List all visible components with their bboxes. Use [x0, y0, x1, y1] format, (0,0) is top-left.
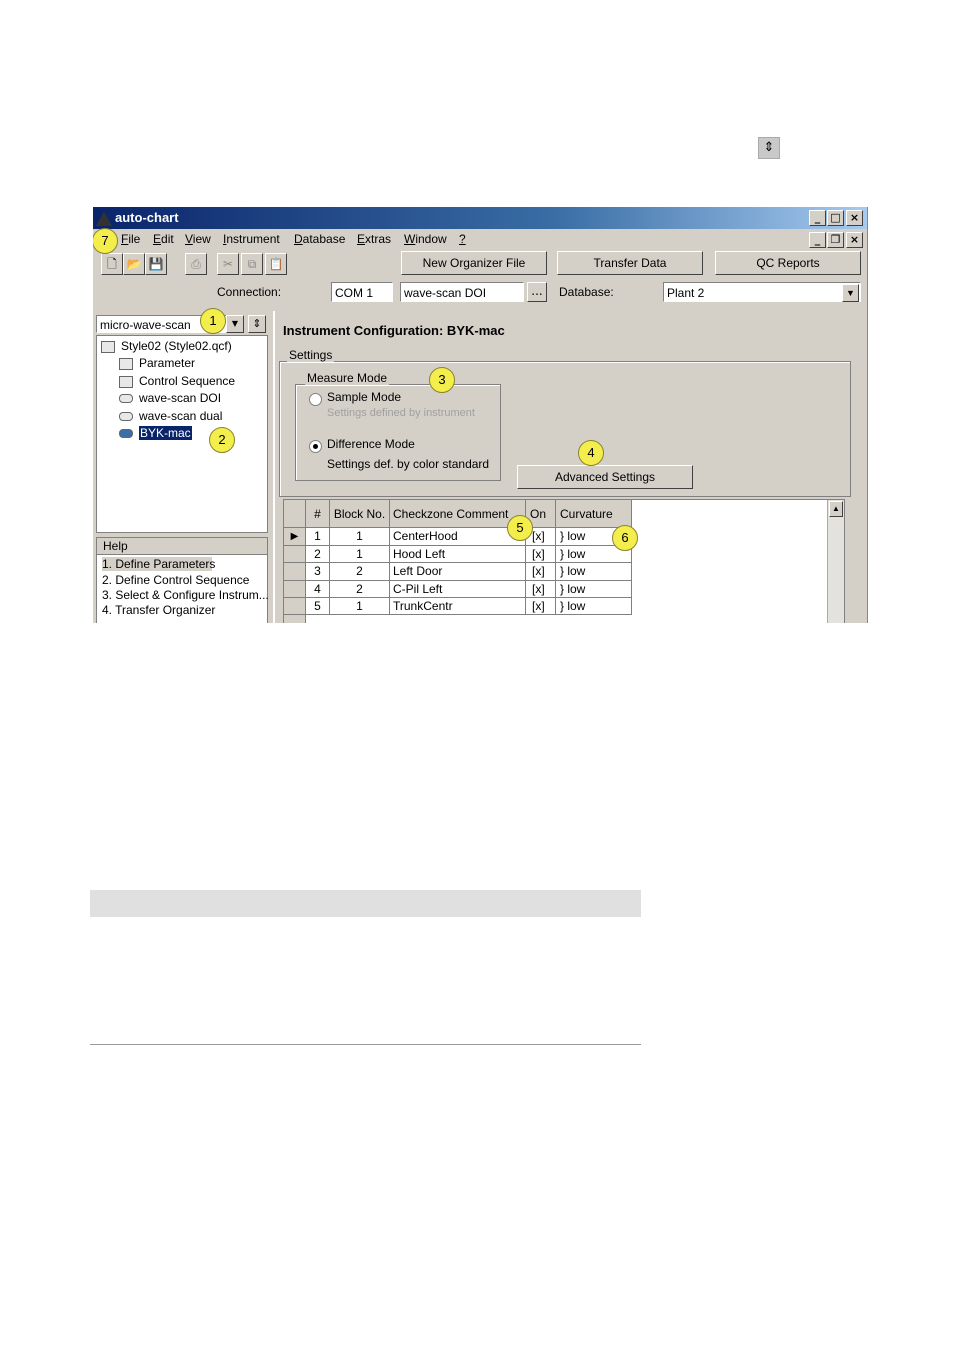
menu-help[interactable]: ?	[459, 232, 466, 246]
grid-scrollbar[interactable]	[827, 500, 844, 623]
chevron-down-icon[interactable]: ▼	[842, 284, 859, 302]
table-cell[interactable]: } low	[556, 563, 632, 581]
difference-mode-radio[interactable]	[309, 440, 322, 453]
connection-row	[93, 279, 867, 305]
paste-icon[interactable]: 📋	[265, 253, 287, 275]
table-cell[interactable]: } low	[556, 546, 632, 563]
sample-mode-label[interactable]: Sample Mode	[327, 390, 402, 404]
auto-chart-window	[93, 207, 868, 623]
instrument-field[interactable]: wave-scan DOI	[400, 282, 524, 302]
help-item-define-control-sequence[interactable]: 2. Define Control Sequence	[102, 573, 250, 587]
difference-mode-note: Settings def. by color standard	[327, 457, 490, 471]
tree-item-parameter[interactable]: Parameter	[119, 356, 195, 370]
table-cell[interactable]: [x]	[526, 528, 556, 546]
table-cell[interactable]: 1	[330, 546, 390, 563]
current-row-icon[interactable]: ▶	[284, 528, 306, 546]
instrument-icon	[119, 412, 133, 421]
column-header[interactable]: #	[306, 500, 330, 528]
table-cell[interactable]: [x]	[526, 546, 556, 563]
open-folder-icon[interactable]: 📂	[123, 253, 145, 275]
table-cell[interactable]: 4	[306, 581, 330, 598]
table-cell[interactable]: 5	[306, 598, 330, 615]
tree-item-style02[interactable]: Style02 (Style02.qcf)	[101, 339, 232, 353]
maximize-icon[interactable]: □	[827, 210, 844, 226]
row-header[interactable]	[284, 615, 306, 623]
table-cell[interactable]: 2	[306, 546, 330, 563]
menu-database[interactable]: Database	[294, 232, 346, 246]
scroll-arrows-icon: ⇕	[758, 137, 780, 159]
child-close-icon[interactable]: ×	[846, 232, 863, 248]
table-cell[interactable]: Hood Left	[390, 546, 526, 563]
table-cell[interactable]: 2	[330, 581, 390, 598]
connection-label: Connection:	[217, 285, 282, 299]
child-minimize-icon[interactable]: _	[809, 232, 826, 248]
table-cell[interactable]: 1	[330, 598, 390, 615]
column-header[interactable]: Curvature	[556, 500, 632, 528]
menu-file[interactable]: File	[121, 232, 141, 246]
menu-window[interactable]: Window	[404, 232, 447, 246]
tree-item-control-sequence[interactable]: Control Sequence	[119, 374, 235, 388]
table-cell[interactable]: } low	[556, 598, 632, 615]
callout-3: 3	[429, 367, 455, 393]
help-item-define-parameters[interactable]: 1. Define Parameters	[102, 557, 216, 571]
copy-icon[interactable]: ⧉	[241, 253, 263, 275]
file-icon	[101, 341, 115, 353]
row-header[interactable]	[284, 581, 306, 598]
close-icon[interactable]: ×	[846, 210, 863, 226]
child-restore-icon[interactable]: ❐	[827, 232, 844, 248]
table-icon	[119, 358, 133, 370]
table-cell[interactable]: 1	[306, 528, 330, 546]
help-title: Help	[97, 538, 267, 555]
table-header-bar	[90, 890, 641, 917]
table-cell[interactable]: [x]	[526, 598, 556, 615]
sample-mode-note: Settings defined by instrument	[327, 407, 475, 419]
table-cell[interactable]: 2	[330, 563, 390, 581]
column-header[interactable]: Checkzone Comment	[390, 500, 526, 528]
help-item-configure-instrument[interactable]: 3. Select & Configure Instrum...	[102, 588, 269, 602]
new-file-icon[interactable]: 🗋	[101, 253, 123, 275]
cut-icon[interactable]: ✂	[217, 253, 239, 275]
table-cell[interactable]: 1	[330, 528, 390, 546]
print-icon[interactable]: ⎙	[185, 253, 207, 275]
instrument-icon	[119, 394, 133, 403]
app-icon	[96, 210, 112, 226]
row-header[interactable]	[284, 598, 306, 615]
menu-bar	[93, 229, 867, 249]
row-header[interactable]	[284, 563, 306, 581]
table-cell[interactable]: C-Pil Left	[390, 581, 526, 598]
tree-item-wave-scan-dual[interactable]: wave-scan dual	[119, 409, 222, 423]
row-header[interactable]	[284, 546, 306, 563]
page-title: Instrument Configuration: BYK-mac	[283, 323, 505, 338]
measure-mode-label: Measure Mode	[307, 371, 388, 385]
left-panel	[93, 311, 269, 623]
tree-item-wave-scan-doi[interactable]: wave-scan DOI	[119, 391, 221, 405]
callout-1: 1	[200, 308, 226, 334]
browse-button[interactable]: ...	[527, 282, 547, 302]
table-cell[interactable]: [x]	[526, 581, 556, 598]
difference-mode-label[interactable]: Difference Mode	[327, 437, 415, 451]
column-header[interactable]: Block No.	[330, 500, 390, 528]
menu-extras[interactable]: Extras	[357, 232, 392, 246]
callout-6: 6	[612, 525, 638, 551]
row-header-corner	[284, 500, 306, 528]
table-cell[interactable]: 3	[306, 563, 330, 581]
instrument-config-panel	[273, 311, 868, 623]
minimize-icon[interactable]: _	[809, 210, 826, 226]
instrument-icon	[119, 429, 133, 438]
port-field[interactable]: COM 1	[331, 282, 393, 302]
database-value: Plant 2	[667, 286, 705, 300]
transfer-data-button[interactable]: Transfer Data	[557, 251, 703, 275]
menu-instrument[interactable]: Instrument	[223, 232, 280, 246]
instrument-type-select[interactable]: micro-wave-scan	[96, 315, 234, 333]
advanced-settings-button[interactable]: Advanced Settings	[517, 465, 693, 489]
table-cell[interactable]: } low	[556, 528, 632, 546]
window-title: auto-chart	[115, 210, 179, 225]
qc-reports-button[interactable]: QC Reports	[715, 251, 861, 275]
sample-mode-radio[interactable]	[309, 393, 322, 406]
tree-item-byk-mac[interactable]: BYK-mac	[119, 426, 192, 440]
table-cell[interactable]: [x]	[526, 563, 556, 581]
table-cell[interactable]: TrunkCentr	[390, 598, 526, 615]
menu-edit[interactable]: Edit	[153, 232, 174, 246]
save-icon[interactable]: 💾	[145, 253, 167, 275]
callout-5: 5	[507, 515, 533, 541]
scroll-up-icon[interactable]: ▲	[829, 501, 843, 517]
table-cell[interactable]: Left Door	[390, 563, 526, 581]
divider	[90, 1044, 641, 1045]
database-label: Database:	[559, 285, 614, 299]
help-item-transfer-organizer[interactable]: 4. Transfer Organizer	[102, 603, 216, 617]
scroll-arrows-icon[interactable]: ⇕	[248, 315, 266, 333]
toolbar	[93, 249, 867, 279]
new-organizer-file-button[interactable]: New Organizer File	[401, 251, 547, 275]
settings-label: Settings	[289, 348, 333, 362]
column-header[interactable]: On	[526, 500, 556, 528]
callout-2: 2	[209, 427, 235, 453]
organizer-tree	[96, 335, 268, 533]
menu-view[interactable]: View	[185, 232, 211, 246]
chevron-down-icon[interactable]: ▼	[226, 315, 244, 333]
table-cell[interactable]: } low	[556, 581, 632, 598]
database-select[interactable]	[663, 282, 861, 302]
help-panel	[96, 537, 268, 623]
callout-7: 7	[93, 228, 118, 254]
callout-4: 4	[578, 440, 604, 466]
table-icon	[119, 376, 133, 388]
table-cell[interactable]: CenterHood	[390, 528, 526, 546]
title-bar	[93, 207, 867, 229]
checkzone-grid	[283, 499, 845, 623]
